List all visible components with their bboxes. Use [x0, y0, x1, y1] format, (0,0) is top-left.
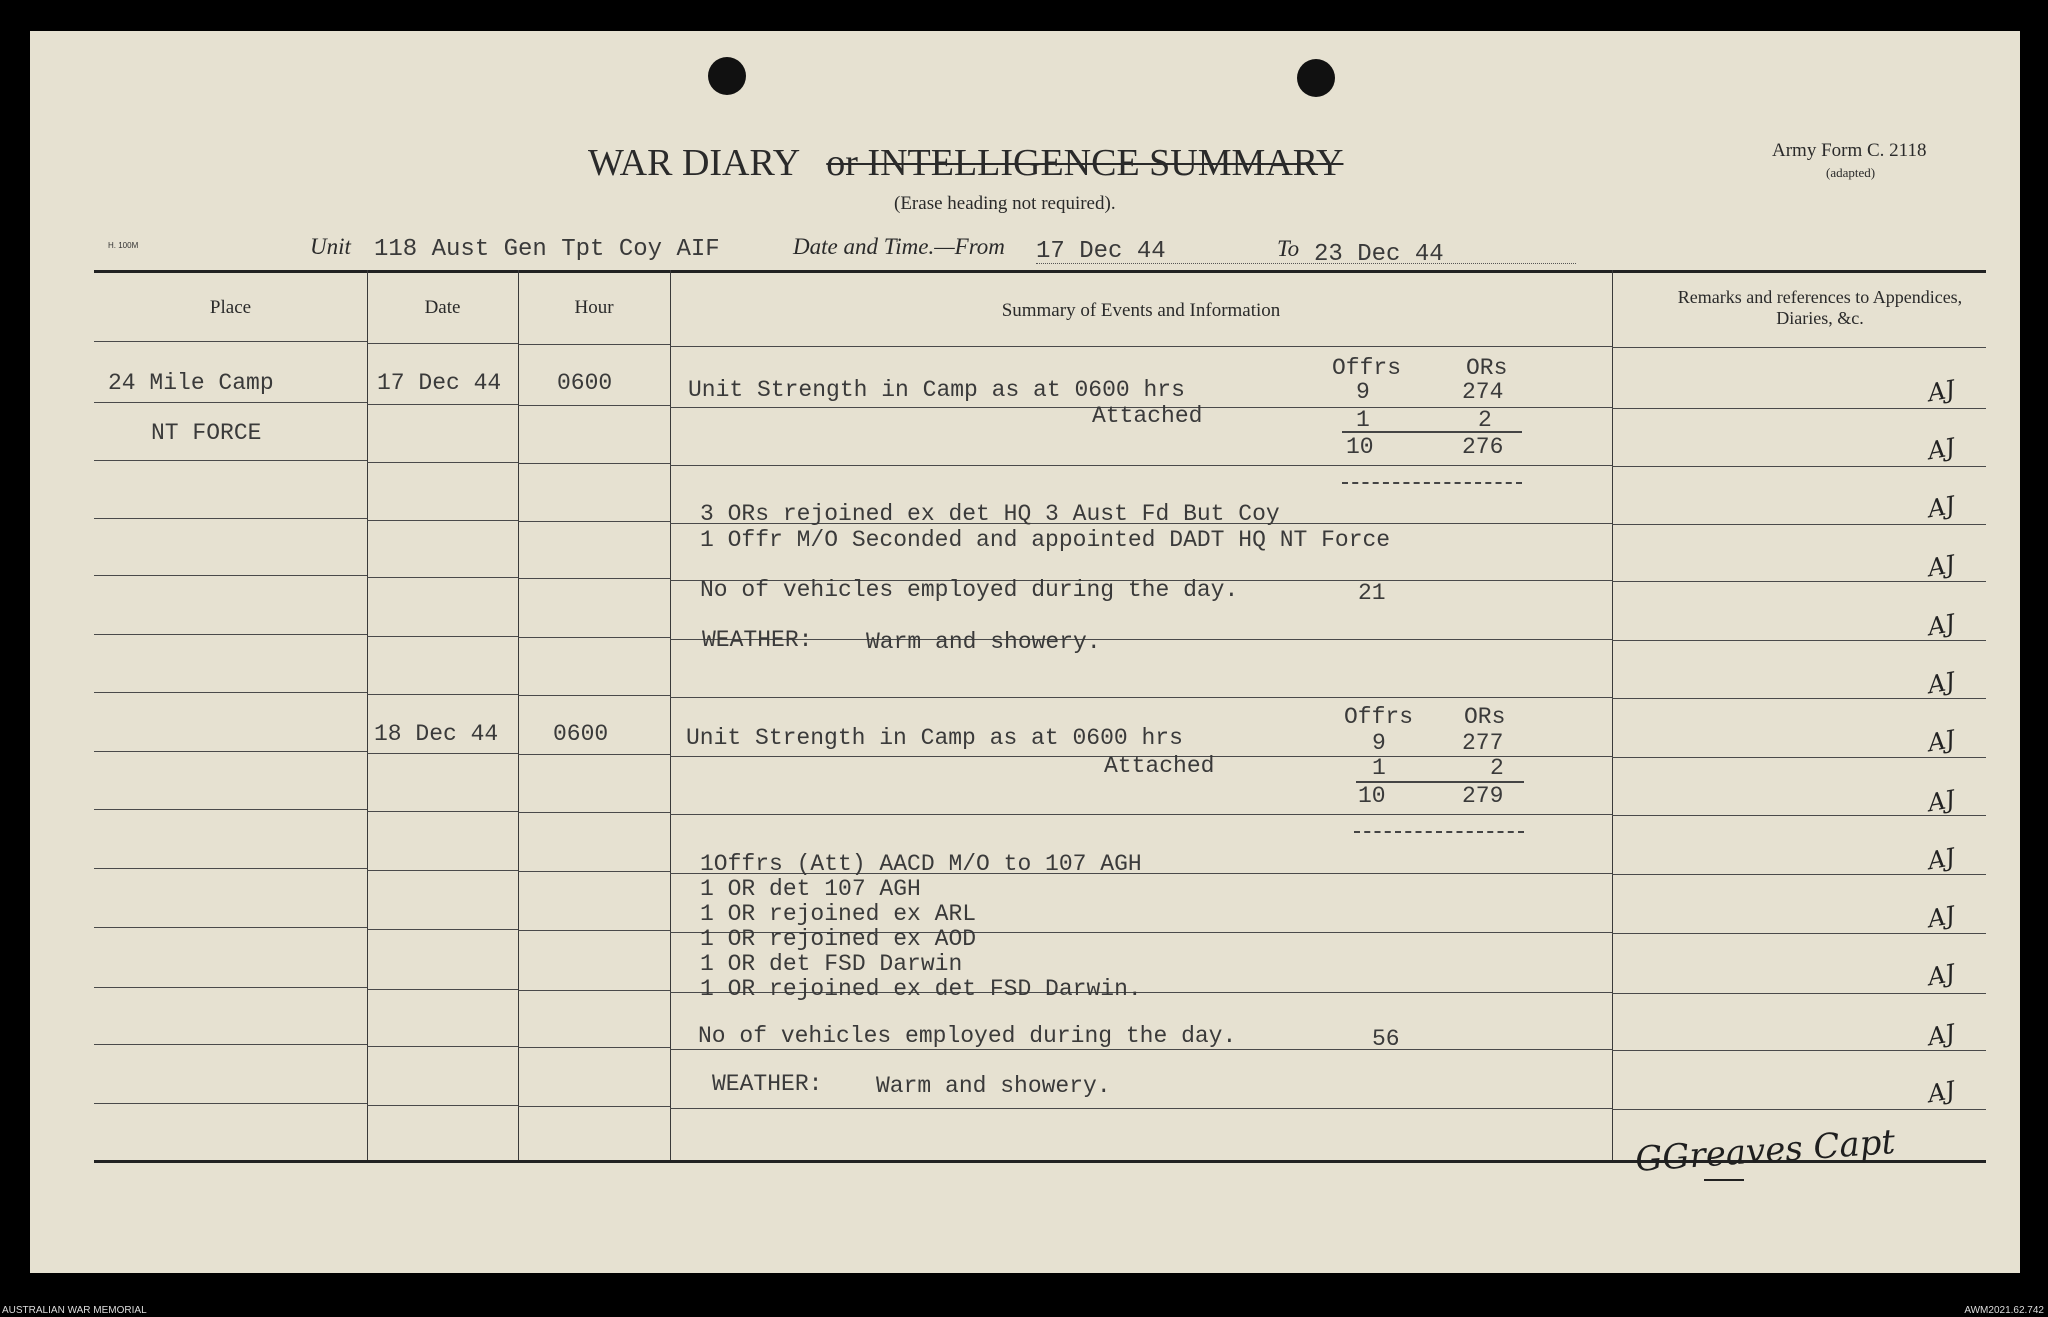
- ruled-line: [367, 577, 518, 578]
- initials-mark: AJ: [1925, 724, 1958, 758]
- attached-label: Attached: [1092, 403, 1203, 429]
- ruled-line: [367, 753, 518, 754]
- offrs-header: Offrs: [1332, 355, 1402, 381]
- initials-mark: AJ: [1925, 549, 1958, 583]
- ruled-line: [518, 344, 670, 345]
- ruled-line: [94, 1103, 367, 1104]
- initials-mark: AJ: [1925, 374, 1958, 408]
- ruled-line: [94, 809, 367, 810]
- column-header-hour: Hour: [574, 297, 614, 318]
- ruled-line: [367, 811, 518, 812]
- ruled-line: [94, 634, 367, 635]
- strength-label: Unit Strength in Camp as at 0600 hrs: [686, 725, 1183, 751]
- strength-label: Unit Strength in Camp as at 0600 hrs: [688, 377, 1185, 403]
- total-double-rule: [1342, 482, 1522, 484]
- diary-sheet: [30, 31, 2020, 1273]
- punch-hole: [708, 57, 746, 95]
- ruled-line: [518, 637, 670, 638]
- ruled-line: [94, 987, 367, 988]
- event-line: 1 Offr M/O Seconded and appointed DADT HQ NT Force: [700, 527, 1391, 553]
- event-line: 1 OR det FSD Darwin: [700, 951, 963, 977]
- initials-mark: AJ: [1925, 958, 1958, 992]
- ruled-line: [1612, 466, 1986, 467]
- attached-offrs: 1: [1356, 407, 1370, 433]
- initials-mark: AJ: [1925, 432, 1958, 466]
- ruled-line: [94, 460, 367, 461]
- ruled-line: [367, 929, 518, 930]
- erase-note: (Erase heading not required).: [894, 193, 1116, 214]
- ruled-line: [94, 1044, 367, 1045]
- ruled-line: [518, 463, 670, 464]
- column-header-summary: Summary of Events and Information: [1001, 300, 1281, 321]
- ruled-line: [1612, 347, 1986, 348]
- ors-value: 274: [1462, 379, 1504, 405]
- ruled-line: [367, 1046, 518, 1047]
- signature: GGreaves Capt: [1633, 1121, 1897, 1181]
- entry-hour: 0600: [557, 370, 613, 396]
- vehicles-label: No of vehicles employed during the day.: [698, 1023, 1237, 1049]
- weather-label: WEATHER:: [702, 627, 813, 653]
- footer-credit: AUSTRALIAN WAR MEMORIAL: [2, 1305, 147, 1316]
- ruled-line: [518, 1047, 670, 1048]
- event-line: 1 OR det 107 AGH: [700, 876, 921, 902]
- weather-value: Warm and showery.: [876, 1073, 1111, 1099]
- offrs-value: 9: [1356, 379, 1370, 405]
- column-header-place: Place: [209, 297, 252, 318]
- initials-mark: AJ: [1925, 666, 1958, 700]
- attached-ors: 2: [1478, 407, 1492, 433]
- total-ors: 279: [1462, 783, 1504, 809]
- entry-date: 17 Dec 44: [377, 370, 502, 396]
- ruled-line: [367, 636, 518, 637]
- ruled-line: [94, 751, 367, 752]
- ruled-line: [94, 868, 367, 869]
- army-form-number: Army Form C. 2118: [1772, 140, 1927, 161]
- to-label: To: [1277, 236, 1300, 261]
- vehicles-count: 56: [1372, 1026, 1400, 1052]
- ruled-line: [518, 1106, 670, 1107]
- ruled-line: [670, 1108, 1612, 1109]
- entry-date: 18 Dec 44: [374, 721, 499, 747]
- ruled-line: [518, 871, 670, 872]
- adapted-note: (adapted): [1826, 165, 1876, 180]
- ruled-line: [94, 518, 367, 519]
- ruled-line: [367, 404, 518, 405]
- ruled-line: [94, 402, 367, 403]
- footer-reference: AWM2021.62.742: [1964, 1305, 2044, 1316]
- col-divider: [1612, 270, 1613, 1160]
- offrs-header: Offrs: [1344, 704, 1414, 730]
- attached-ors: 2: [1490, 755, 1504, 781]
- to-date: 23 Dec 44: [1314, 241, 1444, 268]
- ruled-line: [518, 930, 670, 931]
- attached-offrs: 1: [1372, 755, 1386, 781]
- ruled-line: [670, 814, 1612, 815]
- total-offrs: 10: [1358, 783, 1386, 809]
- event-line: 1 OR rejoined ex ARL: [700, 901, 977, 927]
- ruled-line: [518, 990, 670, 991]
- attached-label: Attached: [1104, 753, 1215, 779]
- entry-hour: 0600: [553, 721, 609, 747]
- ruled-line: [367, 694, 518, 695]
- initials-mark: AJ: [1925, 1075, 1958, 1109]
- col-divider: [518, 270, 519, 1160]
- ors-header: ORs: [1464, 704, 1506, 730]
- unit-label: Unit: [310, 234, 351, 259]
- form-code: H. 100M: [108, 241, 139, 250]
- punch-hole: [1297, 59, 1335, 97]
- initials-mark: AJ: [1925, 842, 1958, 876]
- event-line: 1 OR rejoined ex det FSD Darwin.: [700, 976, 1142, 1002]
- struck-heading: or INTELLIGENCE SUMMARY: [826, 142, 1344, 184]
- unit-value: 118 Aust Gen Tpt Coy AIF: [374, 236, 720, 263]
- initials-mark: AJ: [1925, 1018, 1958, 1052]
- ruled-line: [94, 575, 367, 576]
- ruled-line: [94, 341, 367, 342]
- ruled-line: [94, 692, 367, 693]
- ruled-line: [367, 343, 518, 344]
- column-header-remarks: Remarks and references to Appendices, Diaries, &c.: [1677, 287, 1963, 328]
- vehicles-count: 21: [1358, 580, 1386, 606]
- from-date: 17 Dec 44: [1036, 238, 1166, 265]
- ruled-line: [367, 462, 518, 463]
- initials-mark: AJ: [1925, 608, 1958, 642]
- ruled-line: [518, 754, 670, 755]
- ruled-line: [367, 870, 518, 871]
- form-title: WAR DIARY or INTELLIGENCE SUMMARY: [588, 142, 1344, 184]
- event-line: 1Offrs (Att) AACD M/O to 107 AGH: [700, 851, 1142, 877]
- weather-value: Warm and showery.: [866, 629, 1101, 655]
- ruled-line: [518, 405, 670, 406]
- weather-label: WEATHER:: [712, 1071, 823, 1097]
- column-header-date: Date: [424, 297, 461, 318]
- ruled-line: [94, 927, 367, 928]
- ruled-line: [670, 465, 1612, 466]
- ruled-line: [518, 695, 670, 696]
- ruled-line: [1612, 993, 1986, 994]
- initials-mark: AJ: [1925, 490, 1958, 524]
- signature-underline: [1704, 1179, 1744, 1181]
- col-divider: [670, 270, 671, 1160]
- ruled-line: [518, 578, 670, 579]
- date-underline: [1036, 263, 1576, 264]
- ruled-line: [670, 697, 1612, 698]
- ruled-line: [1612, 408, 1986, 409]
- ors-value: 277: [1462, 730, 1504, 756]
- ruled-line: [670, 346, 1612, 347]
- ruled-line: [1612, 1109, 1986, 1110]
- ruled-line: [518, 812, 670, 813]
- ruled-line: [1612, 524, 1986, 525]
- table-top-rule: [94, 270, 1986, 273]
- place-name: 24 Mile Camp: [108, 370, 274, 396]
- vehicles-label: No of vehicles employed during the day.: [700, 577, 1239, 603]
- sum-rule: [1342, 431, 1522, 433]
- initials-mark: AJ: [1925, 900, 1958, 934]
- ruled-line: [518, 521, 670, 522]
- ors-header: ORs: [1466, 355, 1508, 381]
- initials-mark: AJ: [1925, 784, 1958, 818]
- offrs-value: 9: [1372, 730, 1386, 756]
- total-ors: 276: [1462, 434, 1504, 460]
- total-offrs: 10: [1346, 434, 1374, 460]
- place-name-2: NT FORCE: [151, 420, 262, 446]
- event-line: 3 ORs rejoined ex det HQ 3 Aust Fd But Coy: [700, 501, 1280, 527]
- ruled-line: [367, 989, 518, 990]
- ruled-line: [367, 520, 518, 521]
- event-line: 1 OR rejoined ex AOD: [700, 926, 977, 952]
- total-double-rule: [1354, 831, 1524, 833]
- date-time-label: Date and Time.—From: [793, 234, 1005, 259]
- ruled-line: [367, 1105, 518, 1106]
